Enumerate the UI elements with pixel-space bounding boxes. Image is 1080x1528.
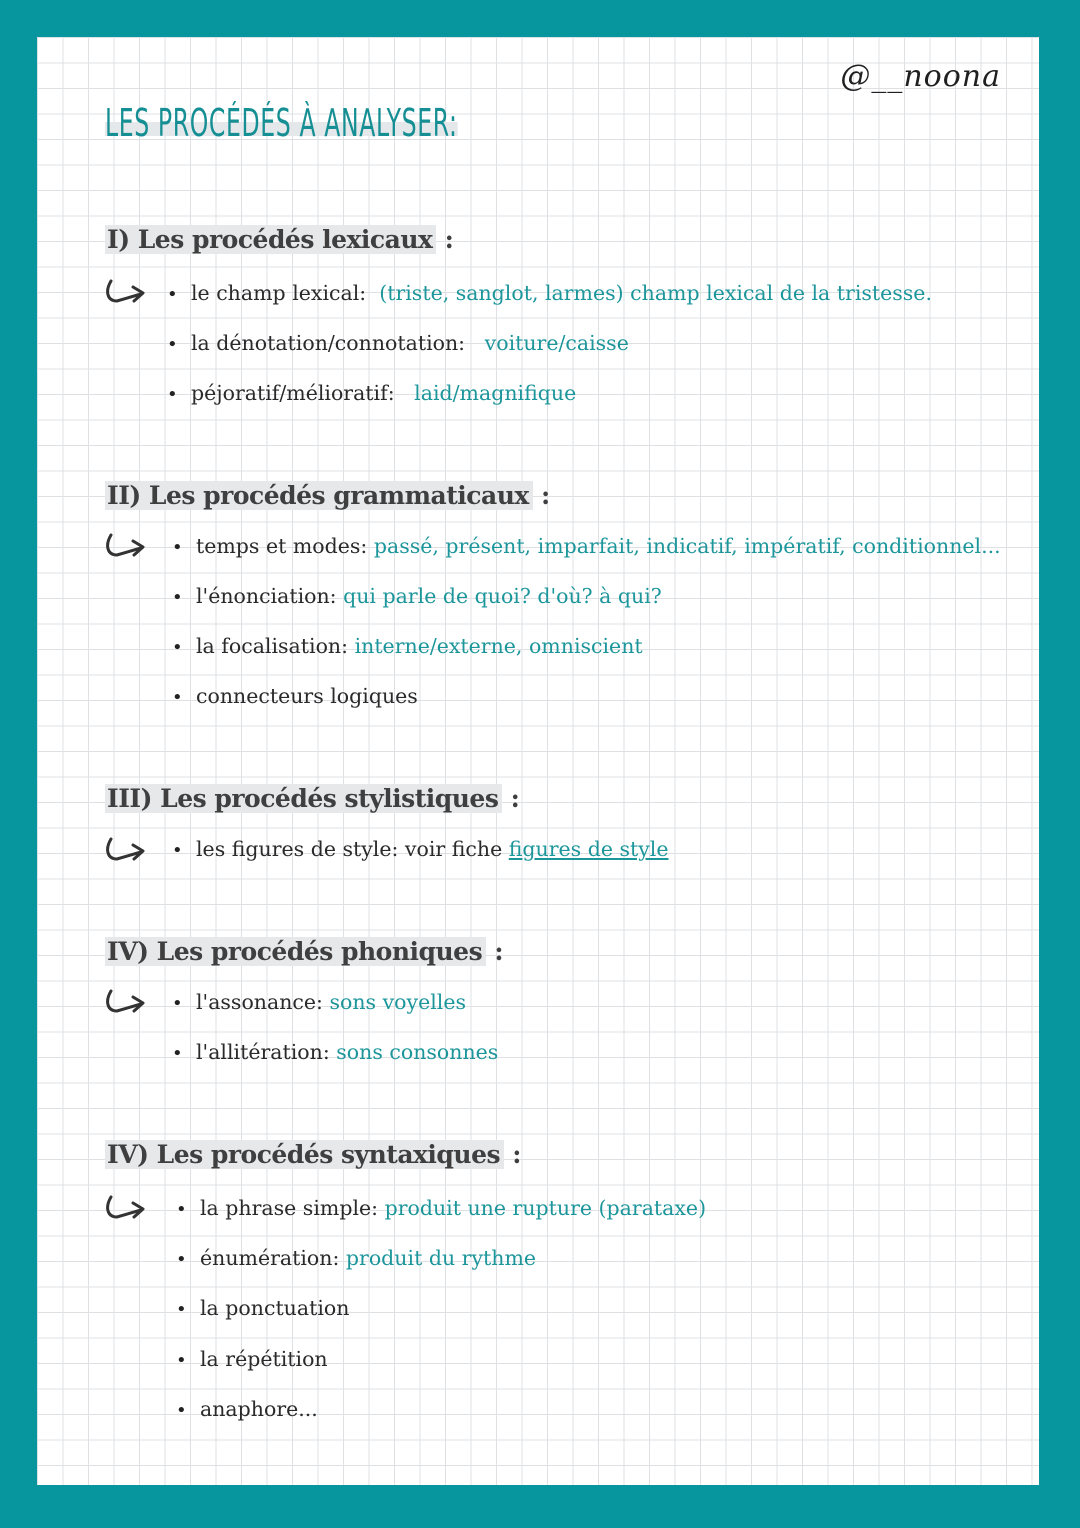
list-item: • l'énonciation: qui parle de quoi? d'où? à qui? <box>172 584 662 608</box>
list-item: • la répétition <box>176 1347 328 1371</box>
list-item: • temps et modes: passé, présent, imparfait, indicatif, impératif, conditionnel... <box>172 534 1001 558</box>
page-title: LES PROCÉDÉS À ANALYSER: <box>105 101 458 145</box>
curved-arrow-icon <box>103 987 149 1017</box>
list-item: • la dénotation/connotation: voiture/caisse <box>167 331 629 355</box>
curved-arrow-icon <box>103 531 149 561</box>
list-item: • péjoratif/mélioratif: laid/magnifique <box>167 381 577 405</box>
section-heading-phoniques: IV) Les procédés phoniques : <box>107 937 504 966</box>
note-page <box>37 37 1039 1485</box>
list-item: • anaphore... <box>176 1397 318 1421</box>
list-item: • connecteurs logiques <box>172 684 418 708</box>
list-item: • le champ lexical: (triste, sanglot, larmes) champ lexical de la tristesse. <box>167 281 932 305</box>
figures-de-style-link[interactable]: figures de style <box>508 837 669 861</box>
list-item: • énumération: produit du rythme <box>176 1246 537 1270</box>
list-item: • la focalisation: interne/externe, omniscient <box>172 634 643 658</box>
section-heading-syntaxiques: IV) Les procédés syntaxiques : <box>107 1140 522 1169</box>
section-heading-stylistiques: III) Les procédés stylistiques : <box>107 784 520 813</box>
curved-arrow-icon <box>103 277 149 307</box>
author-handle: @__noona <box>840 59 1001 94</box>
list-item: • la phrase simple: produit une rupture (parataxe) <box>176 1196 707 1220</box>
curved-arrow-icon <box>103 1193 149 1223</box>
section-heading-grammaticaux: II) Les procédés grammaticaux : <box>107 481 550 510</box>
list-item: • l'assonance: sons voyelles <box>172 990 466 1014</box>
section-heading-lexicaux: I) Les procédés lexicaux : <box>107 225 454 254</box>
list-item: • les figures de style: voir fiche figures de style <box>172 837 669 861</box>
list-item: • l'allitération: sons consonnes <box>172 1040 499 1064</box>
curved-arrow-icon <box>103 835 149 865</box>
list-item: • la ponctuation <box>176 1296 350 1320</box>
